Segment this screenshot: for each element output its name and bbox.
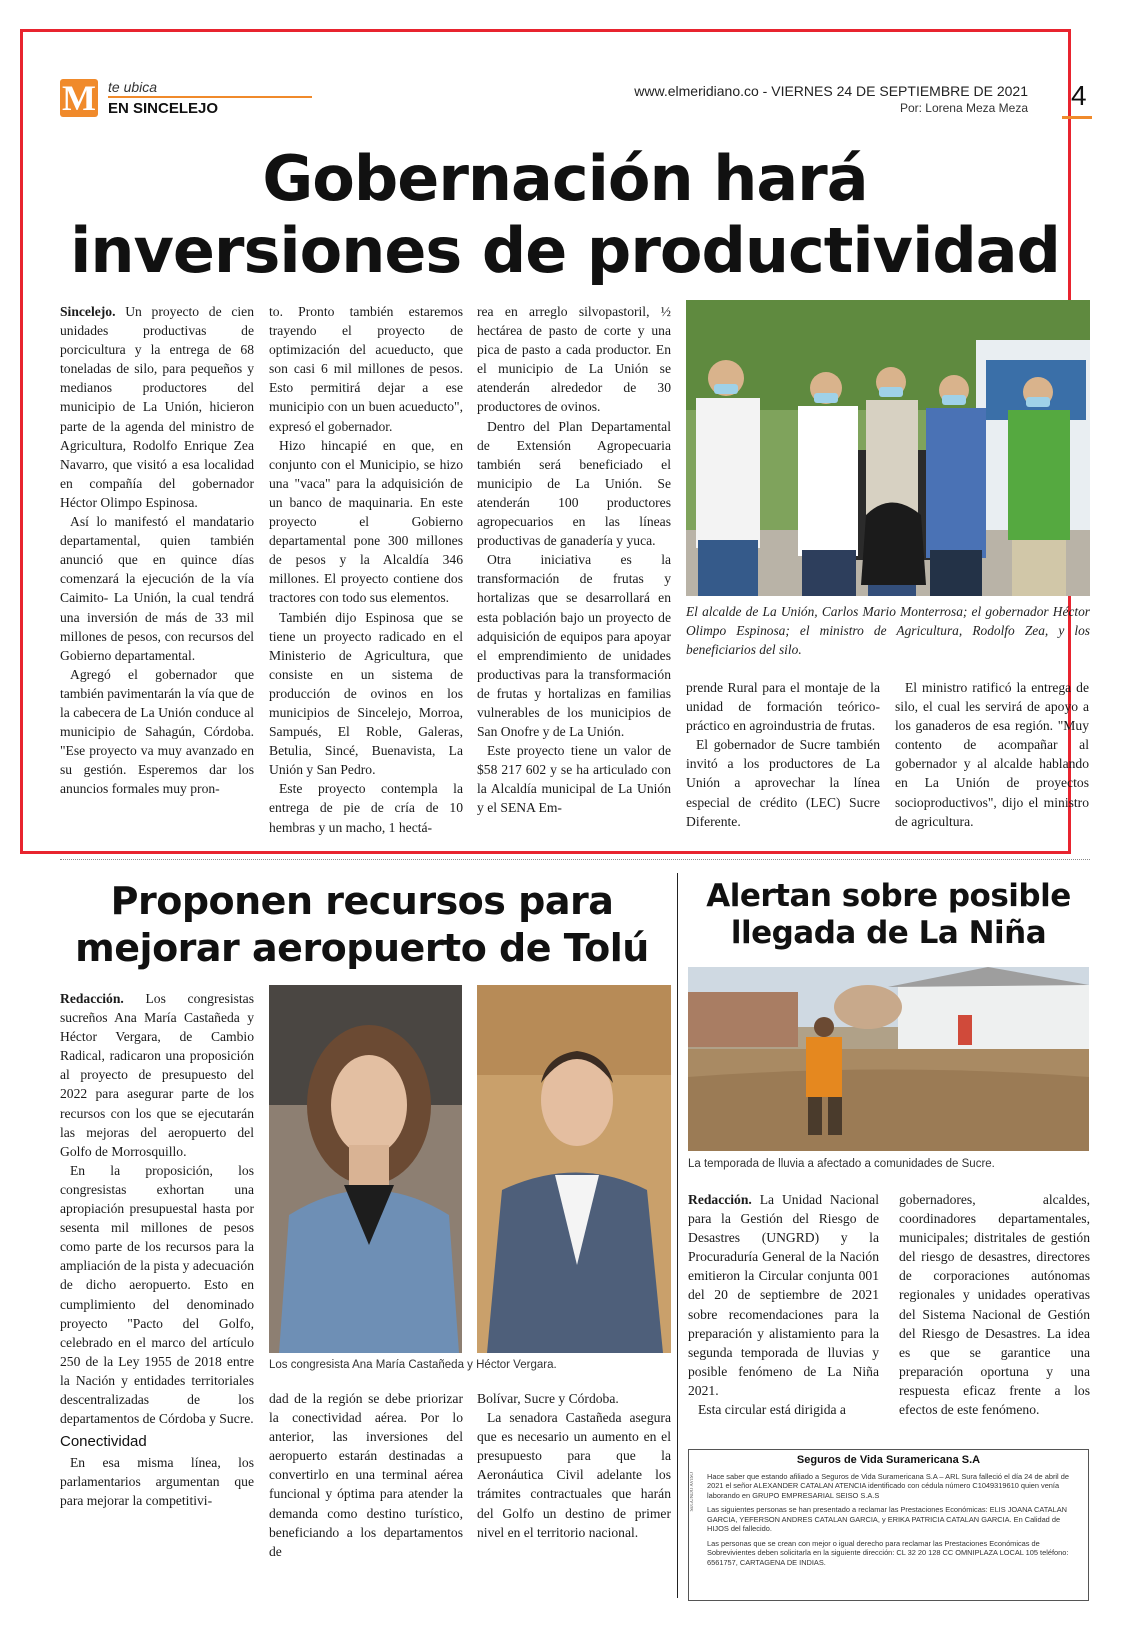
- column-divider: [677, 873, 678, 1598]
- article2-headline-line2: mejorar aeropuerto de Tolú: [75, 926, 649, 970]
- article2-paragraph: [60, 989, 254, 1161]
- article1-headline: [40, 143, 1090, 287]
- article1-photo-caption: El alcalde de La Unión, Carlos Mario Monterrosa; el gobernador Héctor Olimpo Espinosa; el ministro de Agricultura, Rodolfo Zea, y los beneficiarios del silo.: [686, 604, 1090, 657]
- legal-notice-side-label: SEGUNDO AVISO: [690, 1472, 695, 1512]
- article2-paragraph: En la proposición, los congresistas exhortan una apropiación presupuestal hasta por sesenta mil millones de pesos como parte de los recursos para la ampliación de la pista y adecuación de dicho aeropuerto. Esto en cumplimiento del denominado proyecto "Pacto del Golfo, celebrado en el marco del artículo 250 de la Ley 1955 de 2018 entre la Nación y entidades territoriales descentralizadas de los departamentos de Córdoba y Sucre.: [60, 1162, 254, 1427]
- article3-paragraph: Esta circular está dirigida a: [698, 1402, 846, 1418]
- article1-paragraph: to. Pronto también estaremos trayendo el proyecto de optimización del acueducto, que son casi 6 mil millones de pesos. Esto permitirá dejar a ese municipio con un buen acueducto", expresó el gobernador.: [269, 304, 463, 434]
- article1-paragraph: Dentro del Plan Departamental de Extensión Agropecuaria también será beneficiado el municipio de La Unión. Se atenderán 100 productores agropecuarios en las líneas productivas de ganadería y yuca.: [477, 418, 671, 549]
- article1-headline-line1: Gobernación hará: [262, 142, 868, 215]
- congressman-photo: [477, 985, 671, 1353]
- article1-text: Un proyecto de cien unidades productivas de porcicultura y la entrega de 68 toneladas de silo, para pequeños y medianos productores del municipio de La Unión, hicieron parte de la agenda del ministro de Agricultura, Rodolfo Enrique Zea Navarro, que visitó a esa localidad en compañía del gobernador Héctor Olimpo Espinosa.: [60, 304, 254, 510]
- article2-subhead: Conectividad: [60, 1433, 147, 1451]
- section-name: EN SINCELEJO: [108, 100, 219, 117]
- congresswoman-photo: [269, 985, 462, 1353]
- article1-paragraph: Este proyecto tiene un valor de $58 217 602 y se ha articulado con la Alcaldía municipal de La Unión y el SENA Em-: [477, 743, 671, 816]
- byline: Por: Lorena Meza Meza: [899, 101, 1028, 115]
- article2-paragraph: La senadora Castañeda asegura que es necesario un aumento en el presupuesto para que la Aeronáutica Civil adelante los trámites contractuales que harán del Golfo un destino de primer nivel en el territorio nacional.: [477, 1410, 671, 1540]
- article1-col2: [269, 302, 463, 837]
- flood-photo: [688, 967, 1089, 1151]
- article3-col1: [688, 1190, 879, 1419]
- legal-notice-paragraph: Hace saber que estando afiliado a Seguros de Vida Suramericana S.A – ARL Sura falleció el día 24 de abril de 2021 el señor ALEXANDER CATALAN ATENCIA identificado con cédula número C1049319610 quien venía laborando en GRUPO EMPRESARIAL SEISO S.A.S: [707, 1471, 1069, 1500]
- section-kicker: te ubica: [108, 79, 158, 95]
- section-rule: [108, 96, 312, 98]
- article1-paragraph: El gobernador de Sucre también invitó a los productores de La Unión a aprovechar la línea especial de crédito (LEC) Sucre Diferente.: [686, 737, 880, 829]
- article1-paragraph: También dijo Espinosa que se tiene un proyecto radicado en el Ministerio de Agricultura, que consiste en un sistema de producción de ovinos en los municipios de Sincelejo, Morroa, Sampués, El Roble, Galeras, Betulia, Sincé, Buenavista, La Unión y San Pedro.: [269, 609, 463, 778]
- article2-headline-line1: Proponen recursos para: [110, 879, 614, 923]
- page-number: 4: [1071, 80, 1087, 111]
- article3-headline-line2: llegada de La Niña: [730, 915, 1047, 951]
- article1-paragraph: rea en arreglo silvopastoril, ½ hectárea de pasto de corte y una pica de pasto a cada productor. En el municipio de La Unión se atenderán alrededor de 30 productores de ovinos.: [477, 304, 671, 415]
- hector-vergara-photo: [477, 985, 671, 1353]
- article1-paragraph: prende Rural para el montaje de la unidad de formación teórico-práctico en agroindustria de frutas.: [686, 680, 880, 734]
- legal-notice-box: [688, 1449, 1089, 1601]
- article1-paragraph: [60, 302, 254, 512]
- article1-paragraph: Así lo manifestó el mandatario departamental, quien también anunció que en quince días comenzará la ejecución de la vía Caimito- La Unión, la cual tendrá una inversión de más de 33 mil millones de pesos, con recursos del Gobierno departamental.: [60, 514, 254, 663]
- article3-text: La Unidad Nacional para la Gestión del Riesgo de Desastres (UNGRD) y la Procuraduría General de la Nación emitieron la Circular conjunta 001 del 20 de septiembre de 2021 sobre recomendaciones para la preparación y alistamiento para la segunda temporada de lluvias y posible fenómeno de La Niña 2021.: [688, 1192, 879, 1398]
- article3-paragraph: gobernadores, alcaldes, coordinadores departamentales, municipales; distritales de gestión del riesgo de desastres, directores de corporaciones autónomas regionales y unidades operativas del Sistema Nacional de Gestión del Riesgo de Desastres. La idea es que se garantice una preparación oportuna y una respuesta eficaz frente a los efectos de este fenómeno.: [899, 1192, 1090, 1418]
- article3-photo: [688, 967, 1089, 1151]
- article3-lead: Redacción.: [688, 1192, 752, 1207]
- article1-headline-line2: inversiones de productividad: [70, 214, 1060, 287]
- article2-col1: [60, 989, 254, 1511]
- article2-paragraph: En esa misma línea, los parlamentarios argumentan que para mejorar la competitivi-: [60, 1455, 254, 1509]
- meridiano-logo: M: [60, 79, 98, 117]
- article1-paragraph: Este proyecto contempla la entrega de pie de cría de 10 hembras y un macho, 1 hectá-: [269, 781, 463, 835]
- article1-paragraph: Otra iniciativa es la transformación de frutas y hortalizas que se desarrollará en esta población bajo un proyecto de adquisición de equipos para apoyar el emprendimiento de unidades productivas para la transformación de frutas y hortalizas en familias vulnerables de los municipios de San Onofre y de La Unión.: [477, 552, 671, 740]
- article2-paragraph: dad de la región se debe priorizar la conectividad aérea. Por lo anterior, las inversiones del aeropuerto estarán destinadas a convertirlo en una terminal aérea funcional y óptima para atender la demanda como destino turístico, beneficiando a los departamentos de: [269, 1391, 463, 1559]
- article3-col2: [899, 1190, 1090, 1419]
- legal-notice-paragraph: Las siguientes personas se han presentado a reclamar las Prestaciones Económicas: ELIS JOANA CATALAN GARCIA, YEFERSON ANDRES CATALAN GARCIA, y ERIKA PATRICIA CATALAN GARCIA. En Calidad de HIJOS del fallecido.: [707, 1505, 1067, 1533]
- article1-lead: Sincelejo.: [60, 304, 116, 319]
- article1-photo: [686, 300, 1090, 596]
- article1-col5: [895, 678, 1089, 831]
- page-number-rule: [1062, 116, 1092, 119]
- section-divider: [60, 859, 1090, 860]
- legal-notice-paragraph: Las personas que se crean con mejor o igual derecho para reclamar las Prestaciones Económicas de Sobrevivientes deben solicitarla en la siguiente dirección: CL 32 20 128 CC OMNIPLAZA LOCAL 105 teléfono: 6561757, CARTAGENA DE INDIAS.: [707, 1538, 1069, 1567]
- article3-paragraph: [688, 1190, 879, 1400]
- article1-paragraph: Hizo hincapié en que, en conjunto con el Municipio, se hizo una "vaca" para la adquisición de un banco de maquinaria. En este proyecto el Gobierno departamental pone 300 millones de pesos y la Alcaldía 346 millones. El proyecto contiene dos tractores con todo sus elementos.: [269, 437, 463, 606]
- article1-col4: [686, 678, 880, 831]
- article1-col3: [477, 302, 671, 818]
- article3-headline: [688, 878, 1089, 952]
- article2-text: Los congresistas sucreños Ana María Castañeda y Héctor Vergara, de Cambio Radical, radicaron una proposición al proyecto de presupuesto del 2022 para asegurar parte de los recursos con los que se ejecutarán las mejoras del aeropuerto del Golfo de Morrosquillo.: [60, 991, 254, 1159]
- article2-paragraph: Bolívar, Sucre y Córdoba.: [477, 1391, 619, 1406]
- article2-col3: [477, 1389, 671, 1542]
- legal-notice-title: Seguros de Vida Suramericana S.A: [796, 1454, 981, 1466]
- officials-group-photo: [686, 300, 1090, 596]
- dateline: www.elmeridiano.co - VIERNES 24 DE SEPTIEMBRE DE 2021: [634, 83, 1028, 99]
- article2-col2: [269, 1389, 463, 1561]
- article2-headline: [60, 878, 664, 972]
- article1-paragraph: El ministro ratificó la entrega de silo, el cual les servirá de apoyo a los ganaderos de esa región. "Muy contento de acompañar al gobernador y al alcalde hablando en La Unión de proyectos socioproductivos", dijo el ministro de agricultura.: [895, 680, 1089, 829]
- article1-paragraph: Agregó el gobernador que también pavimentarán la vía que de la cabecera de La Unión conduce al municipio de Sahagún, Córdoba. "Ese proyecto va muy avanzado en su gestión. Esperemos dar los anuncios formales muy pron-: [60, 666, 254, 797]
- ana-maria-castaneda-photo: [269, 985, 462, 1353]
- article3-photo-caption: La temporada de lluvia a afectado a comunidades de Sucre.: [688, 1158, 995, 1170]
- article2-lead: Redacción.: [60, 991, 124, 1006]
- article2-photo-caption: Los congresista Ana María Castañeda y Héctor Vergara.: [269, 1359, 557, 1371]
- article3-headline-line1: Alertan sobre posible: [706, 878, 1071, 914]
- legal-notice-body: [697, 1472, 1080, 1568]
- article1-col1: [60, 302, 254, 798]
